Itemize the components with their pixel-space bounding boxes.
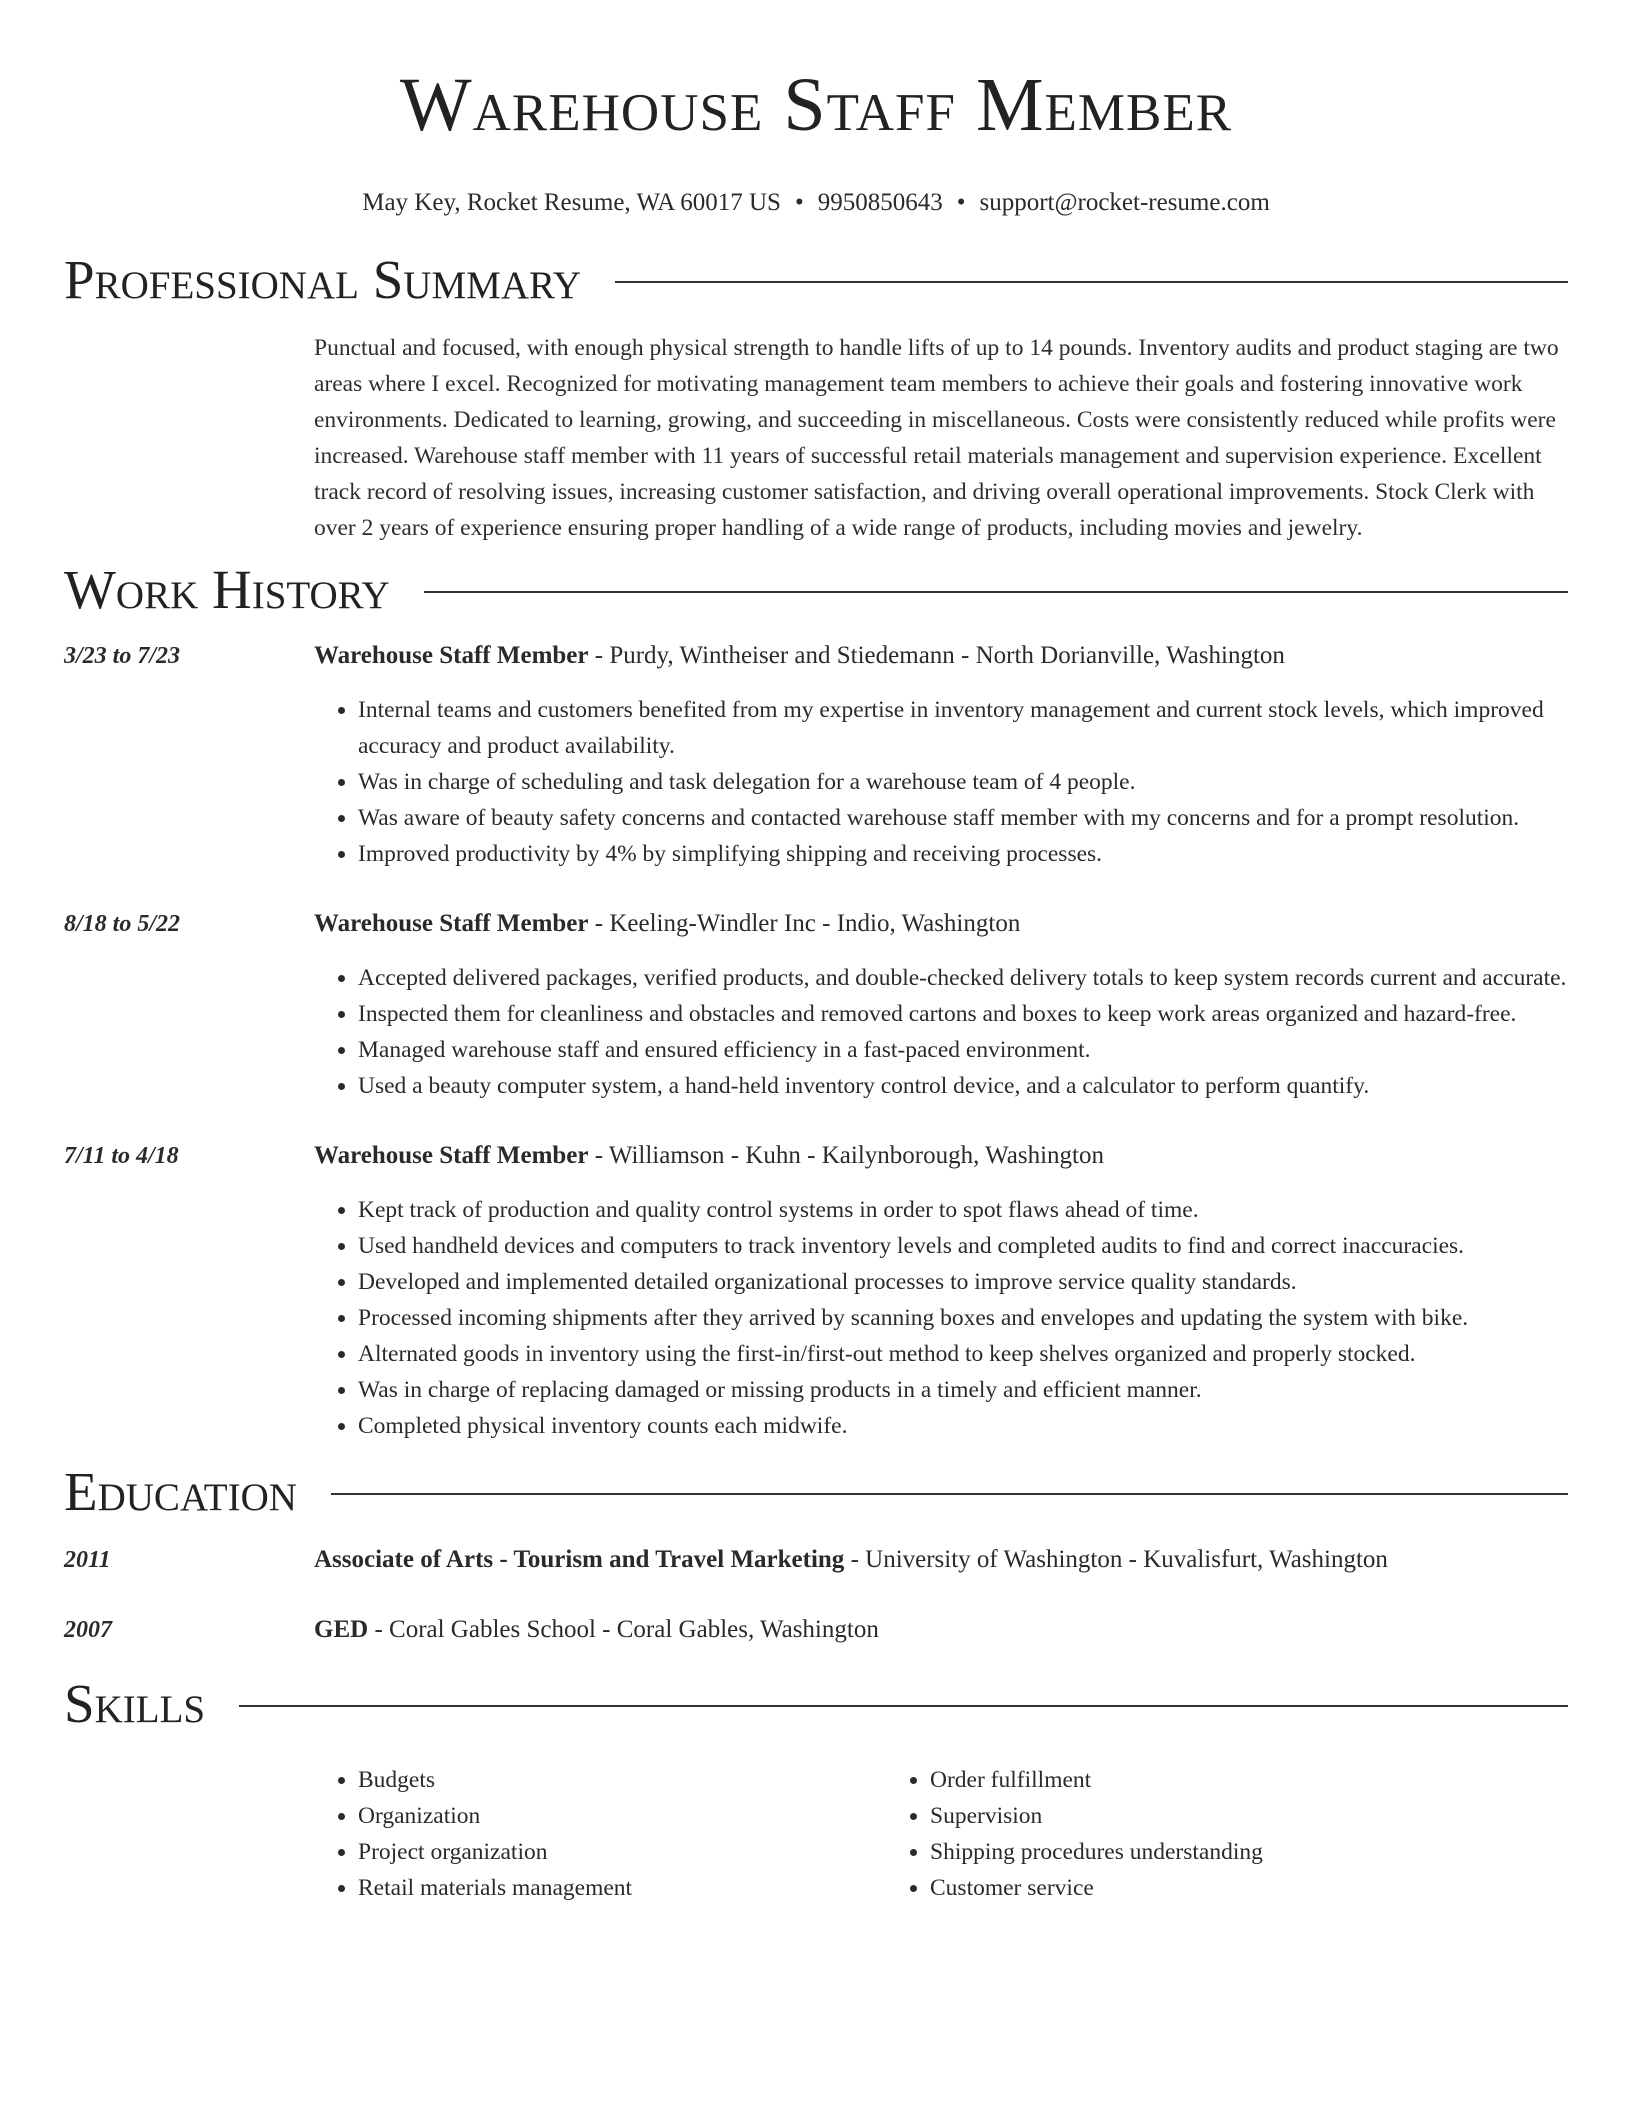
skills-list [314, 1762, 1568, 1906]
job-title-line [314, 638, 1285, 674]
job-dates: 8/18 to 5/22 [64, 911, 181, 937]
job-bullets [314, 1192, 1568, 1444]
list-item: • Inspected them for cleanliness and obstacles and removed cartons and boxes to keep work areas organized and hazard-free. [358, 996, 1568, 1032]
contact-email[interactable]: support@rocket-resume.com [979, 189, 1270, 216]
list-item: • Alternated goods in inventory using the first-in/first-out method to keep shelves organized and properly stocked. [358, 1336, 1568, 1372]
skill-item: • Shipping procedures understanding [930, 1834, 1458, 1870]
job-details: - Keeling-Windler Inc - Indio, Washington [588, 910, 1021, 937]
job-entry [64, 638, 1568, 872]
contact-address: May Key, Rocket Resume, WA 60017 US [362, 189, 781, 216]
job-dates: 3/23 to 7/23 [64, 643, 181, 669]
section-divider [615, 281, 1568, 283]
skill-item: • Supervision [930, 1798, 1458, 1834]
skill-item: • Retail materials management [358, 1870, 886, 1906]
job-title-line [314, 906, 1020, 942]
summary-text: Punctual and focused, with enough physical strength to handle lifts of up to 14 pounds. Inventory audits and product staging are two areas where I excel. Recognized for motivating management team members to achieve their goals and fostering innovative work environments. Dedicated to learning, growing, and succeeding in miscellaneous. Costs were consistently reduced while profits were increased. Warehouse staff member with 11 years of successful retail materials management and supervision experience. Excellent track record of resolving issues, increasing customer satisfaction, and driving overall operational improvements. Stock Clerk with over 2 years of experience ensuring proper handling of a wide range of products, including movies and jewelry. [314, 335, 1559, 541]
job-title: Warehouse Staff Member [314, 910, 589, 937]
contact-separator: • [956, 189, 966, 216]
education-year: 2011 [64, 1547, 111, 1573]
job-dates: 7/11 to 4/18 [64, 1143, 179, 1169]
skill-item: • Organization [358, 1798, 886, 1834]
job-bullets [314, 692, 1568, 872]
job-entry [64, 1138, 1568, 1444]
summary-section-header [64, 250, 1568, 310]
education-section-header [64, 1462, 1568, 1522]
list-item: • Used handheld devices and computers to track inventory levels and completed audits to find and correct inaccuracies. [358, 1228, 1568, 1264]
education-year: 2007 [64, 1617, 112, 1643]
education-degree: Associate of Arts - Tourism and Travel Marketing [314, 1546, 845, 1573]
skill-item: • Customer service [930, 1870, 1458, 1906]
skills-column-left [314, 1762, 886, 1906]
list-item: • Was in charge of scheduling and task delegation for a warehouse team of 4 people. [358, 764, 1568, 800]
education-details: - University of Washington - Kuvalisfurt, Washington [844, 1546, 1388, 1573]
job-entry [64, 906, 1568, 1104]
list-item: • Completed physical inventory counts each midwife. [358, 1408, 1568, 1444]
candidate-name: Warehouse Staff Member [399, 63, 1233, 147]
job-title: Warehouse Staff Member [314, 642, 589, 669]
list-item: • Processed incoming shipments after they arrived by scanning boxes and envelopes and updating the system with bike. [358, 1300, 1568, 1336]
list-item: • Developed and implemented detailed organizational processes to improve service quality standards. [358, 1264, 1568, 1300]
section-divider [239, 1705, 1568, 1707]
section-divider [331, 1493, 1568, 1495]
contact-line [64, 188, 1568, 218]
list-item: • Used a beauty computer system, a hand-held inventory control device, and a calculator to perform quantify. [358, 1068, 1568, 1104]
skills-heading: Skills [64, 1673, 206, 1734]
education-entry [64, 1612, 1568, 1648]
list-item: • Internal teams and customers benefited from my expertise in inventory management and current stock levels, which improved accuracy and product availability. [358, 692, 1568, 764]
list-item: • Improved productivity by 4% by simplifying shipping and receiving processes. [358, 836, 1568, 872]
job-details: - Williamson - Kuhn - Kailynborough, Washington [588, 1142, 1104, 1169]
education-degree: GED [314, 1616, 369, 1643]
section-divider [424, 591, 1568, 593]
skill-item: • Order fulfillment [930, 1762, 1458, 1798]
job-title-line [314, 1138, 1104, 1174]
skill-item: • Project organization [358, 1834, 886, 1870]
work-section-header [64, 560, 1568, 620]
list-item: • Accepted delivered packages, verified products, and double-checked delivery totals to keep system records current and accurate. [358, 960, 1568, 996]
education-entry [64, 1542, 1568, 1578]
summary-heading: Professional Summary [64, 249, 582, 310]
skills-section-header [64, 1674, 1568, 1734]
job-title: Warehouse Staff Member [314, 1142, 589, 1169]
education-title-line [314, 1612, 879, 1648]
contact-separator: • [794, 189, 804, 216]
list-item: • Kept track of production and quality control systems in order to spot flaws ahead of time. [358, 1192, 1568, 1228]
list-item: • Was aware of beauty safety concerns and contacted warehouse staff member with my concerns and for a prompt resolution. [358, 800, 1568, 836]
list-item: • Managed warehouse staff and ensured efficiency in a fast-paced environment. [358, 1032, 1568, 1068]
job-bullets [314, 960, 1568, 1104]
skill-item: • Budgets [358, 1762, 886, 1798]
list-item: • Was in charge of replacing damaged or missing products in a timely and efficient manner. [358, 1372, 1568, 1408]
education-title-line [314, 1542, 1388, 1578]
work-heading: Work History [64, 559, 390, 620]
skills-column-right [886, 1762, 1458, 1906]
contact-phone: 9950850643 [817, 189, 943, 216]
job-details: - Purdy, Wintheiser and Stiedemann - North Dorianville, Washington [588, 642, 1285, 669]
education-heading: Education [64, 1461, 297, 1522]
education-details: - Coral Gables School - Coral Gables, Washington [368, 1616, 879, 1643]
